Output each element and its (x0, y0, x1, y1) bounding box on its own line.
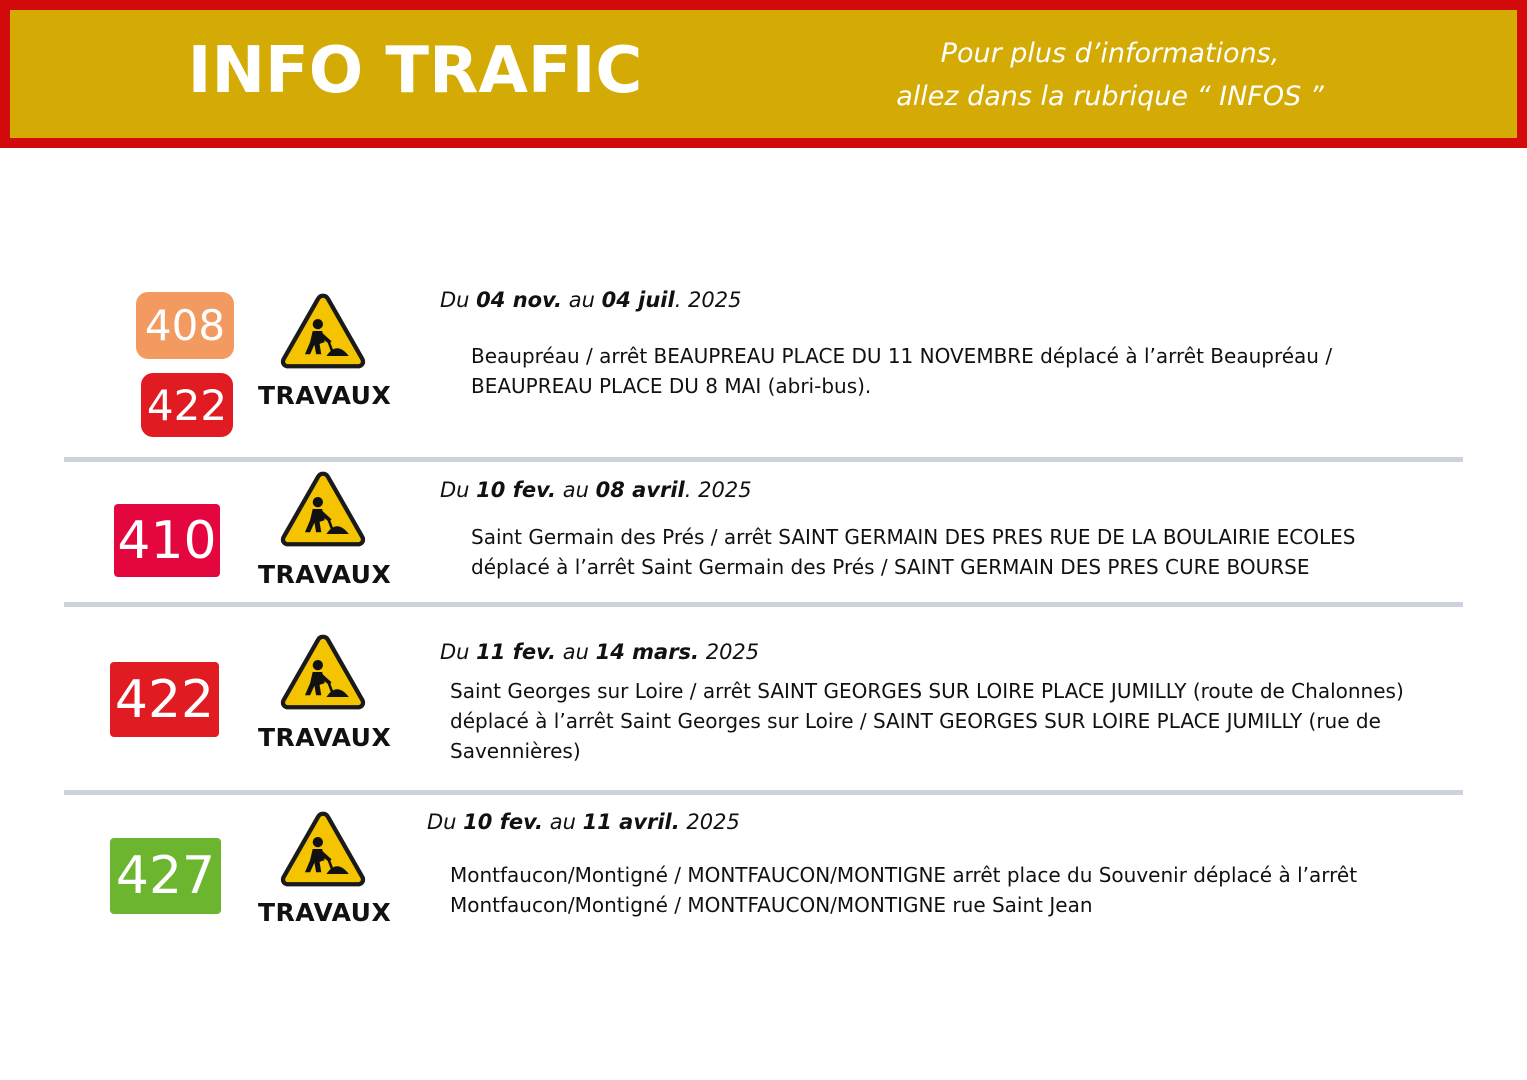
info-note (830, 32, 1390, 118)
divider (64, 602, 1463, 607)
notice-date (440, 640, 759, 664)
date-start: 10 fev. (463, 810, 544, 834)
line-badge-408: 408 (136, 292, 234, 359)
divider (64, 790, 1463, 795)
divider (64, 457, 1463, 462)
notice-date (427, 810, 740, 834)
page-title: INFO TRAFIC (187, 34, 643, 108)
roadwork-warning-icon (280, 292, 366, 370)
date-connector: au (549, 810, 576, 834)
header-banner (0, 0, 1527, 148)
travaux-label: TRAVAUX (258, 723, 392, 752)
line-badge-422: 422 (110, 662, 219, 737)
line-badge-410: 410 (114, 504, 220, 577)
notice-description: Beaupréau / arrêt BEAUPREAU PLACE DU 11 NOVEMBRE déplacé à l’arrêt Beaupréau / BEAUPREAU PLACE DU 8 MAI (abri-bus). (471, 344, 1333, 398)
date-connector: au (568, 288, 595, 312)
roadwork-warning-icon (280, 470, 366, 548)
travaux-label: TRAVAUX (258, 898, 392, 927)
date-end: 14 mars. (595, 640, 700, 664)
notice-description: Montfaucon/Montigné / MONTFAUCON/MONTIGNE arrêt place du Souvenir déplacé à l’arrêt Montfaucon/Montigné / MONTFAUCON/MONTIGNE rue Saint Jean (450, 863, 1358, 917)
notice-date (440, 288, 742, 312)
line-badge-422: 422 (141, 373, 233, 437)
date-end: 08 avril (595, 478, 685, 502)
date-end: 04 juil (601, 288, 675, 312)
roadwork-warning-icon (280, 633, 366, 711)
date-connector: au (562, 478, 589, 502)
date-prefix: Du (440, 478, 470, 502)
date-year: 2025 (699, 640, 760, 664)
date-start: 10 fev. (476, 478, 557, 502)
info-note-line2: allez dans la rubrique “ INFOS ” (896, 81, 1324, 112)
header-fill (10, 10, 1517, 138)
roadwork-warning-icon (280, 810, 366, 888)
notice-description: Saint Germain des Prés / arrêt SAINT GERMAIN DES PRES RUE DE LA BOULAIRIE ECOLES déplacé à l’arrêt Saint Germain des Prés / SAINT GERMAIN DES PRES CURE BOURSE (471, 525, 1356, 579)
date-prefix: Du (440, 640, 470, 664)
date-start: 04 nov. (476, 288, 563, 312)
line-badge-427: 427 (110, 838, 221, 914)
date-connector: au (562, 640, 589, 664)
date-prefix: Du (427, 810, 457, 834)
date-year: 2025 (679, 810, 740, 834)
notice-date (440, 478, 752, 502)
travaux-label: TRAVAUX (258, 560, 392, 589)
date-year: . 2025 (674, 288, 742, 312)
date-start: 11 fev. (476, 640, 557, 664)
date-end: 11 avril. (582, 810, 680, 834)
info-note-line1: Pour plus d’informations, (940, 38, 1280, 69)
notice-description: Saint Georges sur Loire / arrêt SAINT GEORGES SUR LOIRE PLACE JUMILLY (route de Chalonnes) déplacé à l’arrêt Saint Georges sur Loire / SAINT GEORGES SUR LOIRE PLACE JUMILLY (rue de Savennières) (450, 679, 1404, 763)
date-year: . 2025 (684, 478, 752, 502)
travaux-label: TRAVAUX (258, 381, 392, 410)
date-prefix: Du (440, 288, 470, 312)
